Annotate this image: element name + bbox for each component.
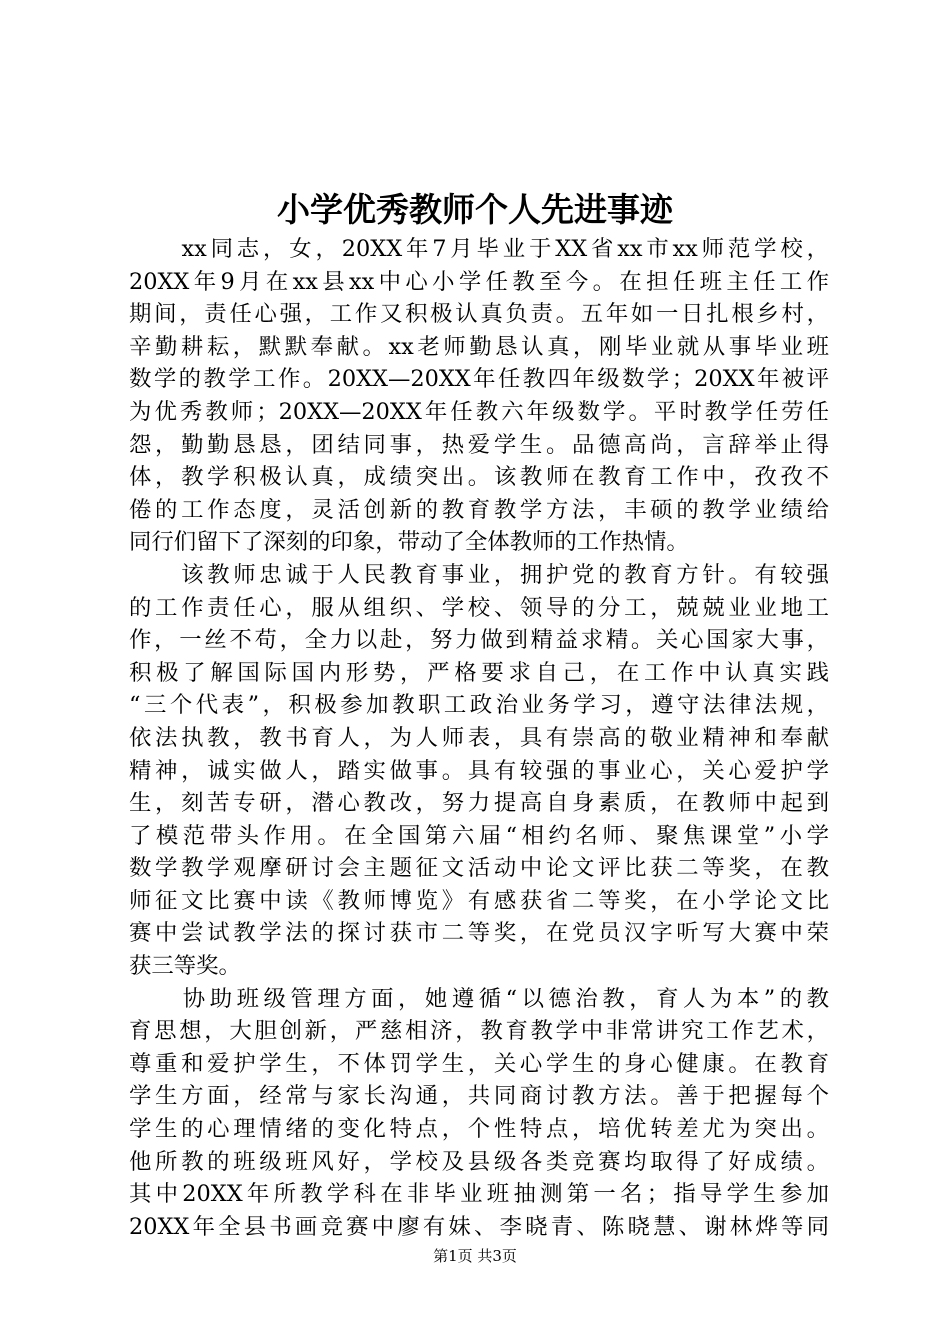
text-line: 尊重和爱护学生，不体罚学生，关心学生的身心健康。在教育 (129, 1050, 829, 1077)
text-line: 依法执教，教书育人，为人师表，具有崇高的敬业精神和奉献 (129, 724, 829, 751)
text-line: 同行们留下了深刻的印象，带动了全体教师的工作热情。 (129, 529, 689, 556)
text-line: 的工作责任心，服从组织、学校、领导的分工，兢兢业业地工 (129, 594, 829, 621)
text-line: 作，一丝不苟，全力以赴，努力做到精益求精。关心国家大事， (129, 627, 829, 654)
text-line: 为优秀教师；20XX—20XX年任教六年级数学。平时教学任劳任 (129, 398, 829, 425)
text-line: 协助班级管理方面，她遵循“以德治教，育人为本”的教 (129, 985, 829, 1012)
text-line: 赛中尝试教学法的探讨获市二等奖，在党员汉字听写大赛中荣 (129, 920, 829, 947)
text-line: 怨，勤勤恳恳，团结同事，热爱学生。品德高尚，言辞举止得 (129, 431, 829, 458)
text-line: “三个代表”，积极参加教职工政治业务学习，遵守法律法规， (129, 692, 829, 719)
text-line: 积极了解国际国内形势，严格要求自己，在工作中认真实践 (129, 659, 829, 686)
text-line: 该教师忠诚于人民教育事业，拥护党的教育方针。有较强 (129, 561, 829, 588)
text-line: 20XX年全县书画竞赛中廖有妹、李晓青、陈晓慧、谢林烨等同 (129, 1213, 829, 1240)
page-footer: 第1页 共3页 (433, 1247, 517, 1265)
text-line: 他所教的班级班风好，学校及县级各类竞赛均取得了好成绩。 (129, 1148, 829, 1175)
text-line: 20XX年9月在xx县xx中心小学任教至今。在担任班主任工作 (129, 268, 829, 295)
text-line: 其中20XX年所教学科在非毕业班抽测第一名；指导学生参加 (129, 1181, 829, 1208)
text-line: 数学教学观摩研讨会主题征文活动中论文评比获二等奖，在教 (129, 855, 829, 882)
text-line: 辛勤耕耘，默默奉献。xx老师勤恳认真，刚毕业就从事毕业班 (129, 333, 829, 360)
text-line: 学生的心理情绪的变化特点，个性特点，培优转差尤为突出。 (129, 1116, 829, 1143)
text-line: 倦的工作态度，灵活创新的教育教学方法，丰硕的教学业绩给 (129, 496, 829, 523)
text-line: xx同志，女，20XX年7月毕业于XX省xx市xx师范学校， (129, 236, 829, 262)
text-line: 了模范带头作用。在全国第六届“相约名师、聚焦课堂”小学 (129, 822, 829, 849)
document-title: 小学优秀教师个人先进事迹 (277, 190, 673, 229)
text-line: 获三等奖。 (129, 953, 241, 980)
text-line: 育思想，大胆创新，严慈相济，教育教学中非常讲究工作艺术， (129, 1018, 829, 1045)
document-body (129, 233, 829, 1243)
text-line: 数学的教学工作。20XX—20XX年任教四年级数学；20XX年被评 (129, 366, 829, 393)
text-line: 期间，责任心强，工作又积极认真负责。五年如一日扎根乡村， (129, 301, 829, 328)
text-line: 体，教学积极认真，成绩突出。该教师在教育工作中，孜孜不 (129, 464, 829, 491)
text-line: 学生方面，经常与家长沟通，共同商讨教方法。善于把握每个 (129, 1083, 829, 1110)
text-line: 师征文比赛中读《教师博览》有感获省二等奖，在小学论文比 (129, 887, 829, 914)
text-line: 精神，诚实做人，踏实做事。具有较强的事业心，关心爱护学 (129, 757, 829, 784)
text-line: 生，刻苦专研，潜心教改，努力提高自身素质，在教师中起到 (129, 790, 829, 817)
